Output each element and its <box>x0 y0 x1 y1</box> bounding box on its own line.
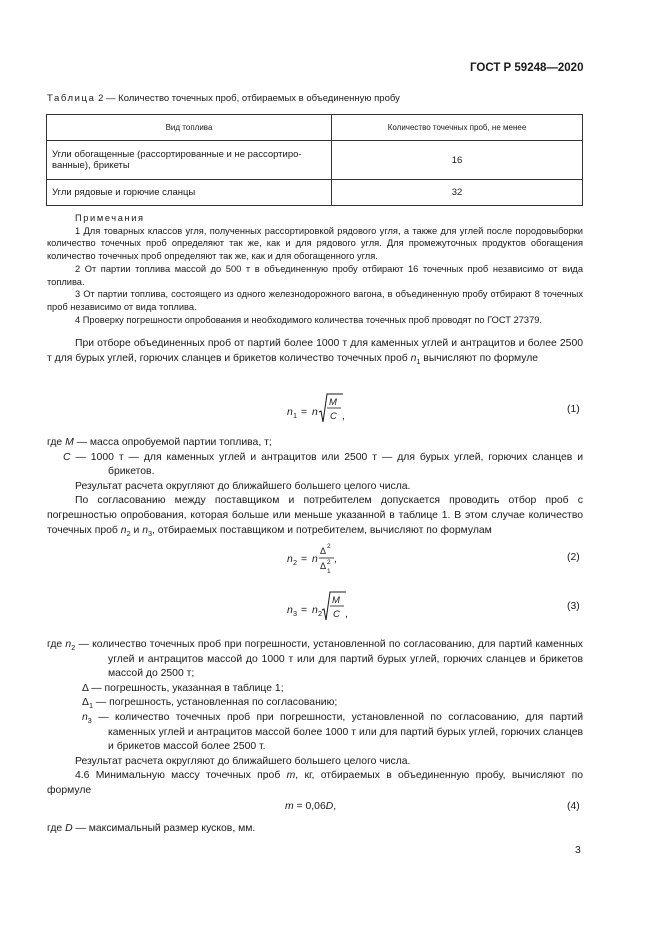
formula-2-lhs: n <box>287 554 293 565</box>
formula-2-comma: , <box>334 554 337 565</box>
formula-1-comma: , <box>342 411 345 422</box>
formula-1-n: n <box>312 407 318 418</box>
note-2: 2 От партии топлива массой до 500 т в объединенную пробу отбирают 16 точечных проб независимо от вида топлива. <box>47 263 583 287</box>
formula-2-lhs-sub: 2 <box>293 558 298 567</box>
rounding-note-2: Результат расчета округляют до ближайшего большего целого числа. <box>75 755 411 767</box>
rounding-note-1: Результат расчета округляют до ближайшего большего целого числа. <box>75 480 411 492</box>
formula-2-number: (2) <box>567 552 580 563</box>
formula-1-numerator: M <box>329 397 337 408</box>
notes-label: Примечания <box>75 213 145 223</box>
table-cell-count: 16 <box>332 141 583 180</box>
formula-4: m = 0,06D, <box>285 801 337 812</box>
table-row <box>47 141 583 180</box>
page-number: 3 <box>575 845 581 856</box>
where-block-2 <box>47 638 583 799</box>
formula-2-num-sup: 2 <box>327 543 331 550</box>
note-1: 1 Для товарных классов угля, полученных рассортировкой рядового угля, а также для углей после породовыборки количество точечных проб определяют так же, как и для рядового угля. Для промежуточных продуктов обогащения количество точечных проб определяют так же, как и для обогащенного угля. <box>47 225 583 262</box>
definition-n2: где $n_2$ — количество точечных проб при погрешности, установленной по согласованию, для партий каменных углей и антрацитов массой до 1000 т или для партий бурых углей, горючих сланцев и брикетов массой до 2500 т; <box>47 639 583 680</box>
formula-1-number: (1) <box>567 404 580 415</box>
formula-4-number: (4) <box>567 801 580 812</box>
formula-2-numerator: Δ <box>320 546 327 556</box>
paragraph-4-6: 4.6 Минимальную массу точечных проб m, кг, отбираемых в объединенную пробу, вычисляют по формуле <box>47 770 583 796</box>
formula-3-numerator: M <box>332 595 340 606</box>
document-number: ГОСТ Р 59248—2020 <box>470 62 584 74</box>
table-header-fuel: Вид топлива <box>47 115 332 141</box>
table-notes <box>47 212 583 326</box>
formula-2-svg <box>287 540 367 576</box>
formula-1 <box>287 392 367 426</box>
formula-2-den-sub: 1 <box>327 568 331 575</box>
table-caption-label: Таблица <box>47 93 96 104</box>
formula-3-n: n <box>312 605 318 616</box>
table-cell-fuel: Угли рядовые и горючие сланцы <box>47 180 332 206</box>
formula-3-comma: , <box>345 609 348 620</box>
table-caption-text: 2 — Количество точечных проб, отбираемых в объединенную пробу <box>95 93 400 104</box>
table-header-row <box>47 115 583 141</box>
table-caption <box>47 93 400 104</box>
definition-delta: Δ — погрешность, указанная в таблице 1; <box>82 682 284 694</box>
table-row <box>47 180 583 206</box>
definition-n3: $n_3$ — количество точечных проб при погрешности, установленной по согласованию, для партий каменных углей и антрацитов массой более 1000 т или для партий бурых углей, горючих сланцев и брикетов массой более 2500 т. <box>82 711 583 753</box>
paragraph-sample-count: При отборе объединенных проб от партий более 1000 т для каменных углей и антрацитов и более 2500 т для бурых углей, горючих сланцев и брикетов количество точечных проб $n_1$ вычисляют по формуле <box>47 338 583 366</box>
formula-3-lhs-sub: 3 <box>293 609 298 618</box>
formula-3-lhs: n <box>287 605 293 616</box>
formula-1-svg <box>287 392 367 426</box>
formula-3-number: (3) <box>567 601 580 612</box>
formula-3-denominator: C <box>333 609 340 620</box>
table-cell-fuel: Угли обогащенные (рассортированные и не рассортиро-ванные), брикеты <box>47 141 332 180</box>
formula-1-eq: = <box>301 407 308 418</box>
table-header-count: Количество точечных проб, не менее <box>332 115 583 141</box>
formula-2-eq: = <box>301 554 308 565</box>
formula-2-den-sup: 2 <box>327 559 331 566</box>
table-cell-count: 32 <box>332 180 583 206</box>
where-block-3: где D — максимальный размер кусков, мм. <box>47 823 256 834</box>
note-3: 3 От партии топлива, состоящего из одного железнодорожного вагона, в объединенную пробу отбирают 8 точечных проб независимо от вида топлива. <box>47 289 583 312</box>
formula-3-n-sub: 2 <box>318 609 323 618</box>
formula-3-svg <box>287 590 367 626</box>
formula-2 <box>287 540 367 576</box>
formula-3 <box>287 590 367 626</box>
fuel-sample-table <box>46 114 583 206</box>
formula-1-denominator: C <box>330 411 337 422</box>
formula-2-denominator: Δ <box>320 561 327 571</box>
definition-delta1: $\Delta_1$ — погрешность, установленная по согласованию; <box>82 697 338 711</box>
where-block-1: где M — масса опробуемой партии топлива, т; C — 1000 т — для каменных углей и антрацитов или 2500 т — для бурых углей, горючих сланцев и брикетов. Результат расчета округляют до ближайшего большего целого числа. По согласованию между поставщиком и потребителем допускается проводить отбор проб с погрешностью опробования, которая больше или меньше указанной в таблице 1. В этом случае количество точечных проб $n_2$ и $n_3$, отбираемых поставщиком и потребителем, вычисляют по формулам <box>47 437 583 538</box>
formula-1-lhs-sub: 1 <box>293 411 298 420</box>
paragraph-agreement: По согласованию между поставщиком и потребителем допускается проводить отбор проб с погрешностью опробования, которая больше или меньше указанной в таблице 1. В этом случае количество точечных проб $n_2$ и $n_3$, отбираемых поставщиком и потребителем, вычисляют по формулам <box>47 495 583 538</box>
formula-3-eq: = <box>301 605 308 616</box>
formula-1-lhs: n <box>287 407 293 418</box>
formula-2-n: n <box>312 554 318 565</box>
note-4: 4 Проверку погрешности опробования и необходимого количества точечных проб проводят по ГОСТ 27379. <box>75 314 542 325</box>
